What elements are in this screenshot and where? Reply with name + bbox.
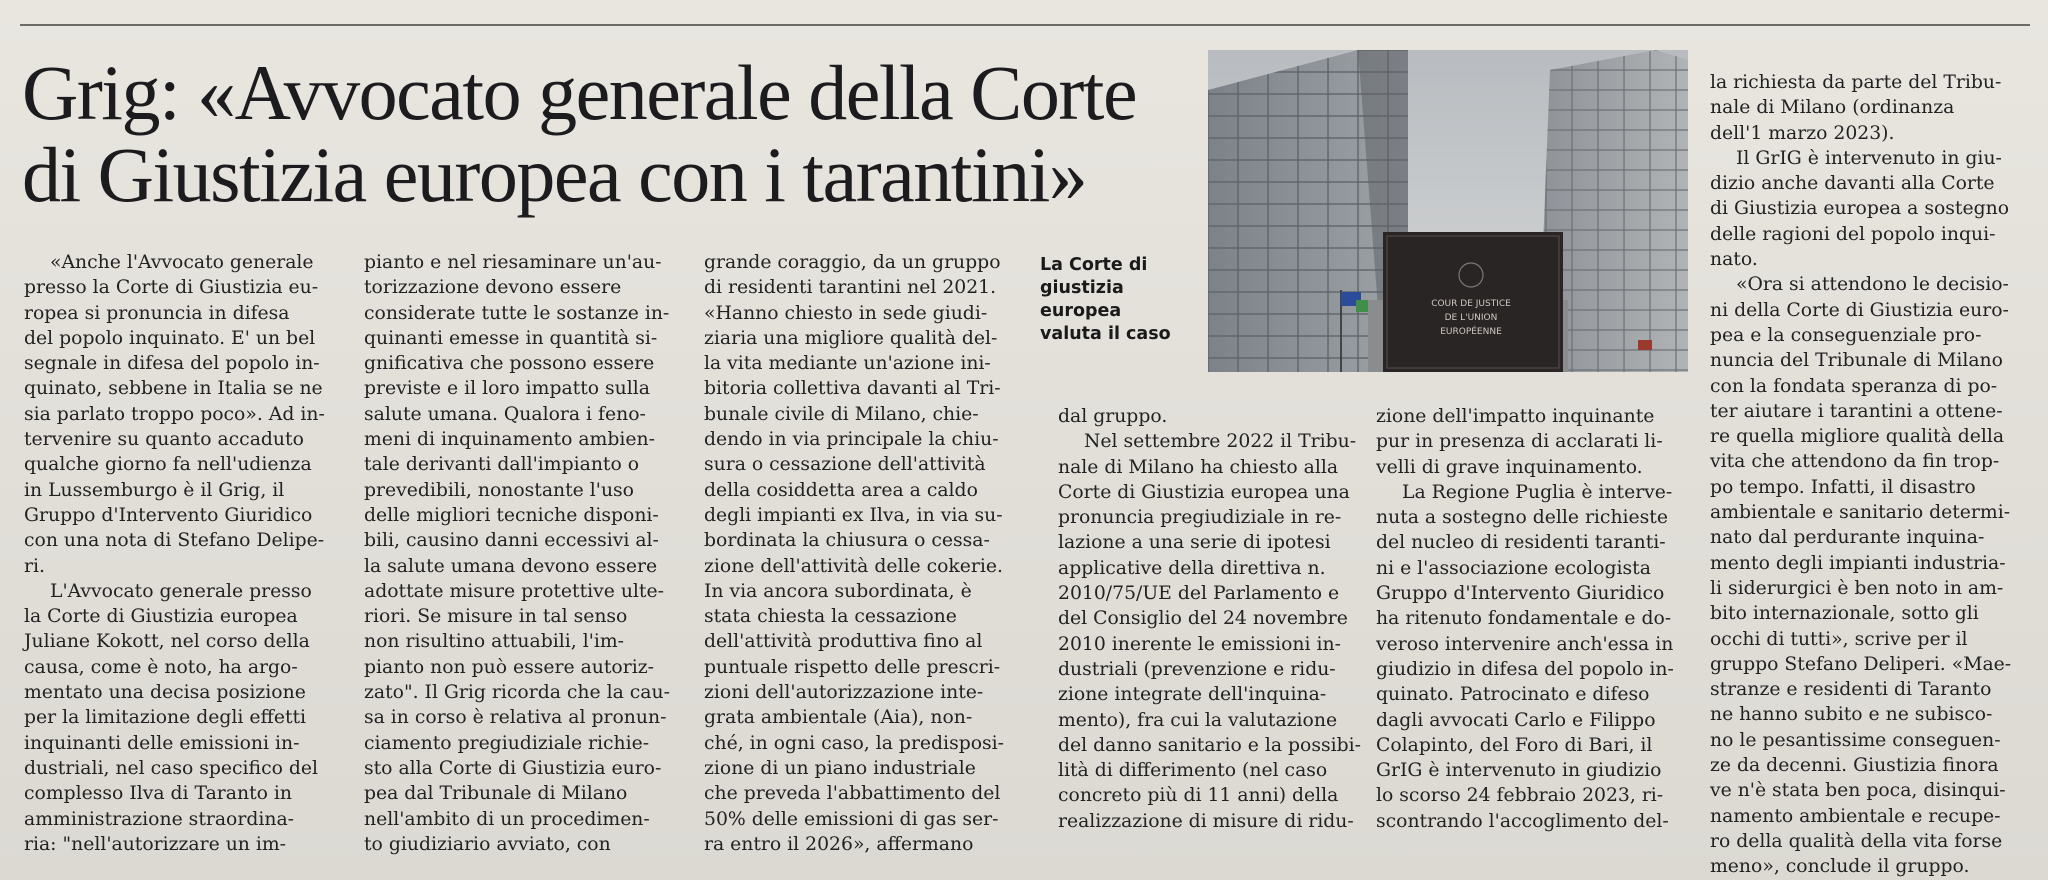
text-line: ze da decenni. Giustizia finora [1710, 755, 1999, 777]
text-line: In via ancora subordinata, è [704, 580, 972, 602]
text-line: li siderurgici è ben noto in am- [1710, 577, 2004, 599]
text-line: zato". Il Grig ricorda che la cau- [364, 682, 670, 704]
text-line: dal gruppo. [1058, 406, 1168, 427]
text-line: pea e la conseguenziale pro- [1710, 324, 1982, 346]
text-line: ro della qualità della vita forse [1710, 830, 2003, 852]
text-line: pianto e nel riesaminare un'au- [364, 252, 662, 273]
text-line: Nel settembre 2022 il Tribu- [1084, 431, 1357, 453]
text-line: bunale civile di Milano, chie- [704, 403, 979, 425]
text-line: nato. [1710, 249, 1758, 271]
text-line: nale di Milano (ordinanza [1710, 97, 1955, 119]
text-line: amministrazione straordina- [24, 808, 294, 830]
text-line: zione dell'attività delle cokerie. [704, 555, 1003, 577]
text-line: pianto non può essere autoriz- [364, 656, 654, 678]
text-line: previste e il loro impatto sulla [364, 378, 650, 400]
text-line: degli impianti ex Ilva, in via su- [704, 504, 1003, 526]
plaque-text-line-2: DE L'UNION [1444, 313, 1498, 323]
text-line: no le pesantissime conseguen- [1710, 729, 2001, 751]
text-line: concreto più di 11 anni) della [1058, 785, 1339, 807]
text-line: bordinata la chiusura o cessa- [704, 530, 990, 552]
text-line: causa, come è noto, ha argo- [24, 656, 298, 678]
text-line: nell'ambito di un procedimen- [364, 808, 650, 830]
text-line: ché, in ogni caso, la predisposi- [704, 732, 1005, 754]
text-line: occhi di tutti», scrive per il [1710, 628, 1968, 650]
text-line: nuta a sostegno delle richieste [1376, 507, 1668, 529]
text-line: mento degli impianti industria- [1710, 552, 2006, 574]
text-line: del nucleo di residenti taranti- [1376, 532, 1666, 554]
text-line: velli di grave inquinamento. [1376, 456, 1643, 478]
text-line: veroso intervenire anch'essa in [1376, 633, 1674, 655]
text-line: adottate misure protettive ulte- [364, 580, 664, 602]
text-line: quinanti emesse in quantità si- [364, 327, 658, 349]
text-line: nato dal perdurante inquina- [1710, 527, 1985, 549]
text-line: delle migliori tecniche disponi- [364, 504, 659, 526]
text-line: sa in corso è relativa al pronun- [364, 707, 667, 729]
text-line: torizzazione devono essere [364, 277, 622, 299]
text-line: delle ragioni del popolo inqui- [1710, 223, 1996, 245]
text-line: salute umana. Qualora i feno- [364, 403, 646, 425]
text-line: ni della Corte di Giustizia euro- [1710, 299, 2009, 321]
text-line: stranze e residenti di Taranto [1710, 679, 1992, 701]
headline [22, 49, 1202, 218]
text-line: gnificativa che possono essere [364, 353, 655, 375]
text-line: giudizio in difesa del popolo in- [1376, 658, 1674, 680]
text-line: la salute umana devono essere [364, 555, 658, 577]
text-line: presso la Corte di Giustizia eu- [24, 277, 319, 299]
text-line: ter aiutare i tarantini a ottene- [1710, 400, 2003, 422]
text-line: 2010/75/UE del Parlamento e [1058, 583, 1340, 605]
text-line: pea dal Tribunale di Milano [364, 783, 628, 805]
top-rule [20, 24, 2030, 26]
text-line: «Ora si attendono le decisio- [1736, 274, 2009, 296]
headline-line-2: di Giustizia europea con i tarantini» [22, 131, 1087, 218]
text-line: ambientale e sanitario determi- [1710, 502, 2011, 524]
text-line: dustriali, nel caso specifico del [24, 757, 319, 779]
text-line: per la limitazione degli effetti [24, 707, 307, 729]
text-line: la richiesta da parte del Tribu- [1710, 72, 2002, 93]
text-line: ri. [24, 555, 45, 577]
text-line: bito internazionale, sotto gli [1710, 603, 1979, 625]
text-line: vita che attendono da fin trop- [1710, 451, 2000, 473]
text-line: La Regione Puglia è interve- [1402, 481, 1673, 503]
text-line: in Lussemburgo è il Grig, il [24, 479, 285, 501]
text-line: inquinanti delle emissioni in- [24, 732, 300, 754]
text-line: lazione a una serie di ipotesi [1058, 532, 1331, 554]
text-line: segnale in difesa del popolo in- [24, 353, 320, 375]
text-line: pur in presenza di acclarati li- [1376, 431, 1663, 453]
article-column-2 [364, 250, 684, 857]
text-line: GrIG è intervenuto in giudizio [1376, 760, 1662, 782]
caption-line-1: La Corte di [1040, 255, 1148, 275]
text-line: di Giustizia europea a sostegno [1710, 198, 2010, 220]
text-line: realizzazione di misure di ridu- [1058, 810, 1354, 832]
photo-caption [1040, 254, 1200, 346]
text-line: del danno sanitario e la possibi- [1058, 734, 1361, 756]
plaque-text-line-1: COUR DE JUSTICE [1431, 299, 1511, 309]
text-line: dendo in via principale la chiu- [704, 429, 999, 451]
article-column-3 [704, 250, 1024, 857]
text-line: ropea si pronuncia in difesa [24, 302, 290, 324]
text-line: mento), fra cui la valutazione [1058, 709, 1338, 731]
text-line: qualche giorno fa nell'udienza [24, 454, 312, 476]
text-line: dell'1 marzo 2023). [1710, 122, 1895, 144]
text-line: ve n'è stata ben poca, disinqui- [1710, 780, 2006, 802]
text-line: la Corte di Giustizia europea [24, 606, 298, 628]
text-line: lo scorso 24 febbraio 2023, ri- [1376, 785, 1664, 807]
text-line: del popolo inquinato. E' un bel [24, 327, 316, 349]
text-line: dagli avvocati Carlo e Filippo [1376, 709, 1656, 731]
text-line: «Hanno chiesto in sede giudi- [704, 302, 988, 324]
text-line: nale di Milano ha chiesto alla [1058, 456, 1339, 478]
text-line: nuncia del Tribunale di Milano [1710, 350, 2003, 372]
court-towers-illustration [1208, 50, 1688, 372]
text-line: ra entro il 2026», affermano [704, 833, 974, 855]
text-line: Gruppo d'Intervento Giuridico [24, 504, 313, 526]
text-line: dell'attività produttiva fino al [704, 631, 983, 653]
text-line: 2010 inerente le emissioni in- [1058, 633, 1341, 655]
caption-line-2: giustizia [1040, 278, 1124, 298]
text-line: con una nota di Stefano Delipe- [24, 530, 325, 552]
text-line: ria: "nell'autorizzare un im- [24, 833, 287, 855]
text-line: zione dell'impatto inquinante [1376, 406, 1655, 427]
text-line: prevedibili, nonostante l'uso [364, 479, 634, 501]
text-line: ciamento pregiudiziale richie- [364, 732, 650, 754]
text-line: ha ritenuto fondamentale e do- [1376, 608, 1672, 630]
plaque-text-line-3: EUROPÉENNE [1440, 327, 1502, 337]
text-line: dustriali (prevenzione e ridu- [1058, 658, 1336, 680]
text-line: Colapinto, del Foro di Bari, il [1376, 734, 1653, 756]
text-line: po tempo. Infatti, il disastro [1710, 476, 1976, 498]
text-line: considerate tutte le sostanze in- [364, 302, 670, 324]
text-line: riori. Se misure in tal senso [364, 606, 628, 628]
text-line: tale derivanti dall'impianto o [364, 454, 640, 476]
text-line: scontrando l'accoglimento del- [1376, 810, 1669, 832]
text-line: 50% delle emissioni di gas ser- [704, 808, 999, 830]
text-line: L'Avvocato generale presso [50, 580, 312, 602]
text-line: ziaria una migliore qualità del- [704, 327, 998, 349]
text-line: re quella migliore qualità della [1710, 426, 2005, 448]
text-line: ne hanno subito e ne subisco- [1710, 704, 1993, 726]
court-of-justice-photo [1208, 50, 1688, 372]
text-line: dizio anche davanti alla Corte [1710, 173, 1995, 195]
text-line: grata ambientale (Aia), non- [704, 707, 973, 729]
text-line: zione integrate dell'inquina- [1058, 684, 1327, 706]
text-line: «Anche l'Avvocato generale [50, 252, 314, 273]
article-column-5 [1376, 404, 1690, 834]
text-line: del Consiglio del 24 novembre [1058, 608, 1348, 630]
text-line: ni e l'associazione ecologista [1376, 557, 1651, 579]
text-line: sia parlato troppo poco». Ad in- [24, 403, 325, 425]
text-line: Corte di Giustizia europea una [1058, 481, 1350, 503]
text-line: mentato una decisa posizione [24, 682, 306, 704]
text-line: che preveda l'abbattimento del [704, 783, 1001, 805]
text-line: bili, causino danni eccessivi al- [364, 530, 659, 552]
text-line: zioni dell'autorizzazione inte- [704, 682, 984, 704]
text-line: sura o cessazione dell'attività [704, 454, 986, 476]
caption-line-4: valuta il caso [1040, 324, 1171, 344]
text-line: puntuale rispetto delle prescri- [704, 656, 1001, 678]
article-column-4 [1058, 404, 1364, 834]
text-line: sto alla Corte di Giustizia euro- [364, 757, 662, 779]
text-line: quinato, sebbene in Italia se ne [24, 378, 323, 400]
headline-line-1: Grig: «Avvocato generale della Corte [22, 49, 1137, 136]
text-line: zione di un piano industriale [704, 757, 976, 779]
text-line: di residenti tarantini nel 2021. [704, 277, 997, 299]
text-line: gruppo Stefano Deliperi. «Mae- [1710, 653, 2012, 675]
article-column-6 [1710, 70, 2026, 880]
text-line: meni di inquinamento ambien- [364, 429, 655, 451]
text-line: non risultino attuabili, l'im- [364, 631, 625, 653]
caption-line-3: europea [1040, 301, 1122, 321]
text-line: lità di differimento (nel caso [1058, 760, 1328, 782]
text-line: Il GrIG è intervenuto in giu- [1736, 147, 2002, 169]
text-line: grande coraggio, da un gruppo [704, 252, 1001, 273]
text-line: stata chiesta la cessazione [704, 606, 957, 628]
text-line: della cosiddetta area a caldo [704, 479, 978, 501]
text-line: Juliane Kokott, nel corso della [24, 631, 310, 653]
text-line: applicative della direttiva n. [1058, 557, 1326, 579]
article-column-1 [24, 250, 344, 857]
text-line: namento ambientale e recupe- [1710, 805, 2001, 827]
text-line: quinato. Patrocinato e difeso [1376, 684, 1650, 706]
text-line: to giudiziario avviato, con [364, 833, 611, 855]
text-line: con la fondata speranza di po- [1710, 375, 1998, 397]
text-line: tervenire su quanto accaduto [24, 429, 304, 451]
text-line: meno», conclude il gruppo. [1710, 856, 1970, 878]
text-line: complesso Ilva di Taranto in [24, 783, 292, 805]
text-line: pronuncia pregiudiziale in re- [1058, 507, 1342, 529]
text-line: la vita mediante un'azione ini- [704, 353, 991, 375]
text-line: Gruppo d'Intervento Giuridico [1376, 583, 1665, 605]
text-line: bitoria collettiva davanti al Tri- [704, 378, 1001, 400]
